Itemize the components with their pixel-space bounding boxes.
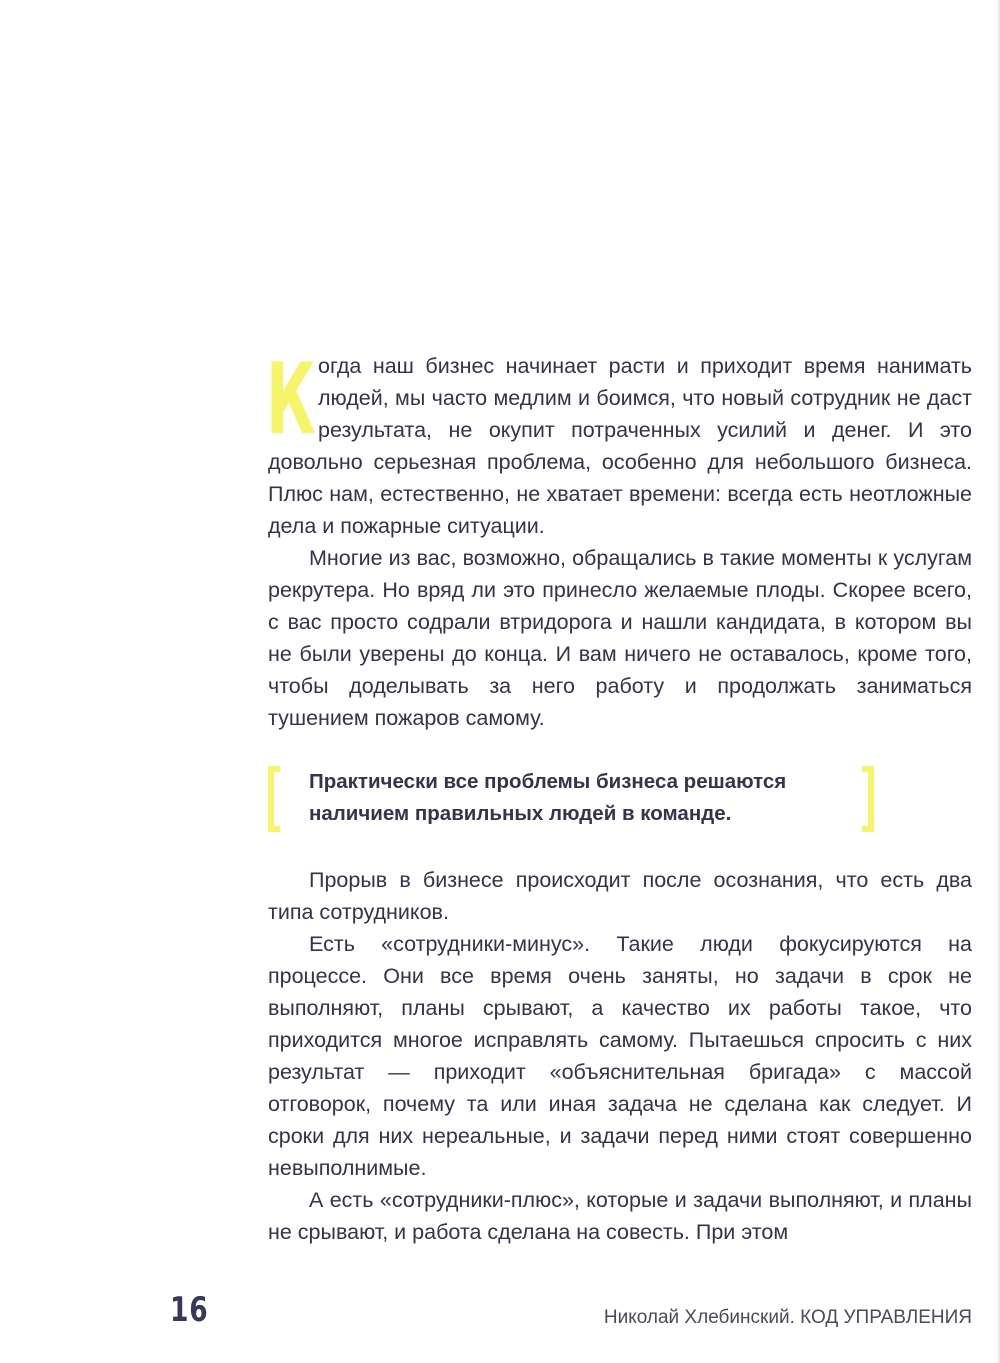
left-bracket-icon (268, 766, 280, 832)
drop-cap: К (266, 343, 316, 457)
page-number: 16 (170, 1290, 209, 1330)
paragraph-2: Многие из вас, возможно, обращались в такие моменты к услугам рекрутера. Но вряд ли это принесло желаемые плоды. Скорее всего, с вас просто содрали втридорога и нашли кандидата, в котором вы не были уверены до конца. И вам ничего не оставалось, кроме того, чтобы доделывать за него работу и продолжать заниматься тушением пожаров самому. (268, 546, 972, 730)
paragraph-1-text: огда наш бизнес начинает расти и приходит время нанимать людей, мы часто медлим и боимся, что новый сотрудник не даст результата, не окупит потраченных усилий и денег. И это довольно серьезная проблема, особенно для небольшого бизнеса. Плюс нам, естественно, не хватает времени: всегда есть неотложные дела и пожарные ситуации. (268, 354, 972, 538)
paragraph-4: Есть «сотрудники-минус». Такие люди фокусируются на процессе. Они все время очень заняты, но задачи в срок не выполняют, планы срывают, а качество их работы такое, что приходится многое исправлять самому. Пытаешься спросить с них результат — приходит «объяснительная бригада» с массой отговорок, почему та или иная задача не сделана как следует. И сроки для них нереальные, и задачи перед ними стоят совершенно невыполнимые. (268, 932, 972, 1180)
right-bracket-icon (862, 766, 874, 832)
running-footer: Николай Хлебинский. КОД УПРАВЛЕНИЯ (603, 1307, 972, 1328)
pull-quote-text: Практически все проблемы бизнеса решаются наличием правильных людей в команде. (309, 770, 787, 825)
paragraph-3: Прорыв в бизнесе происходит после осознания, что есть два типа сотрудников. (268, 868, 972, 924)
page-edge (996, 0, 1000, 1363)
paragraph-1 (266, 343, 972, 542)
main-text (266, 343, 972, 1248)
paragraph-5: А есть «сотрудники-плюс», которые и задачи выполняют, и планы не срывают, и работа сделана на совесть. При этом (268, 1188, 972, 1244)
pull-quote (268, 764, 972, 834)
